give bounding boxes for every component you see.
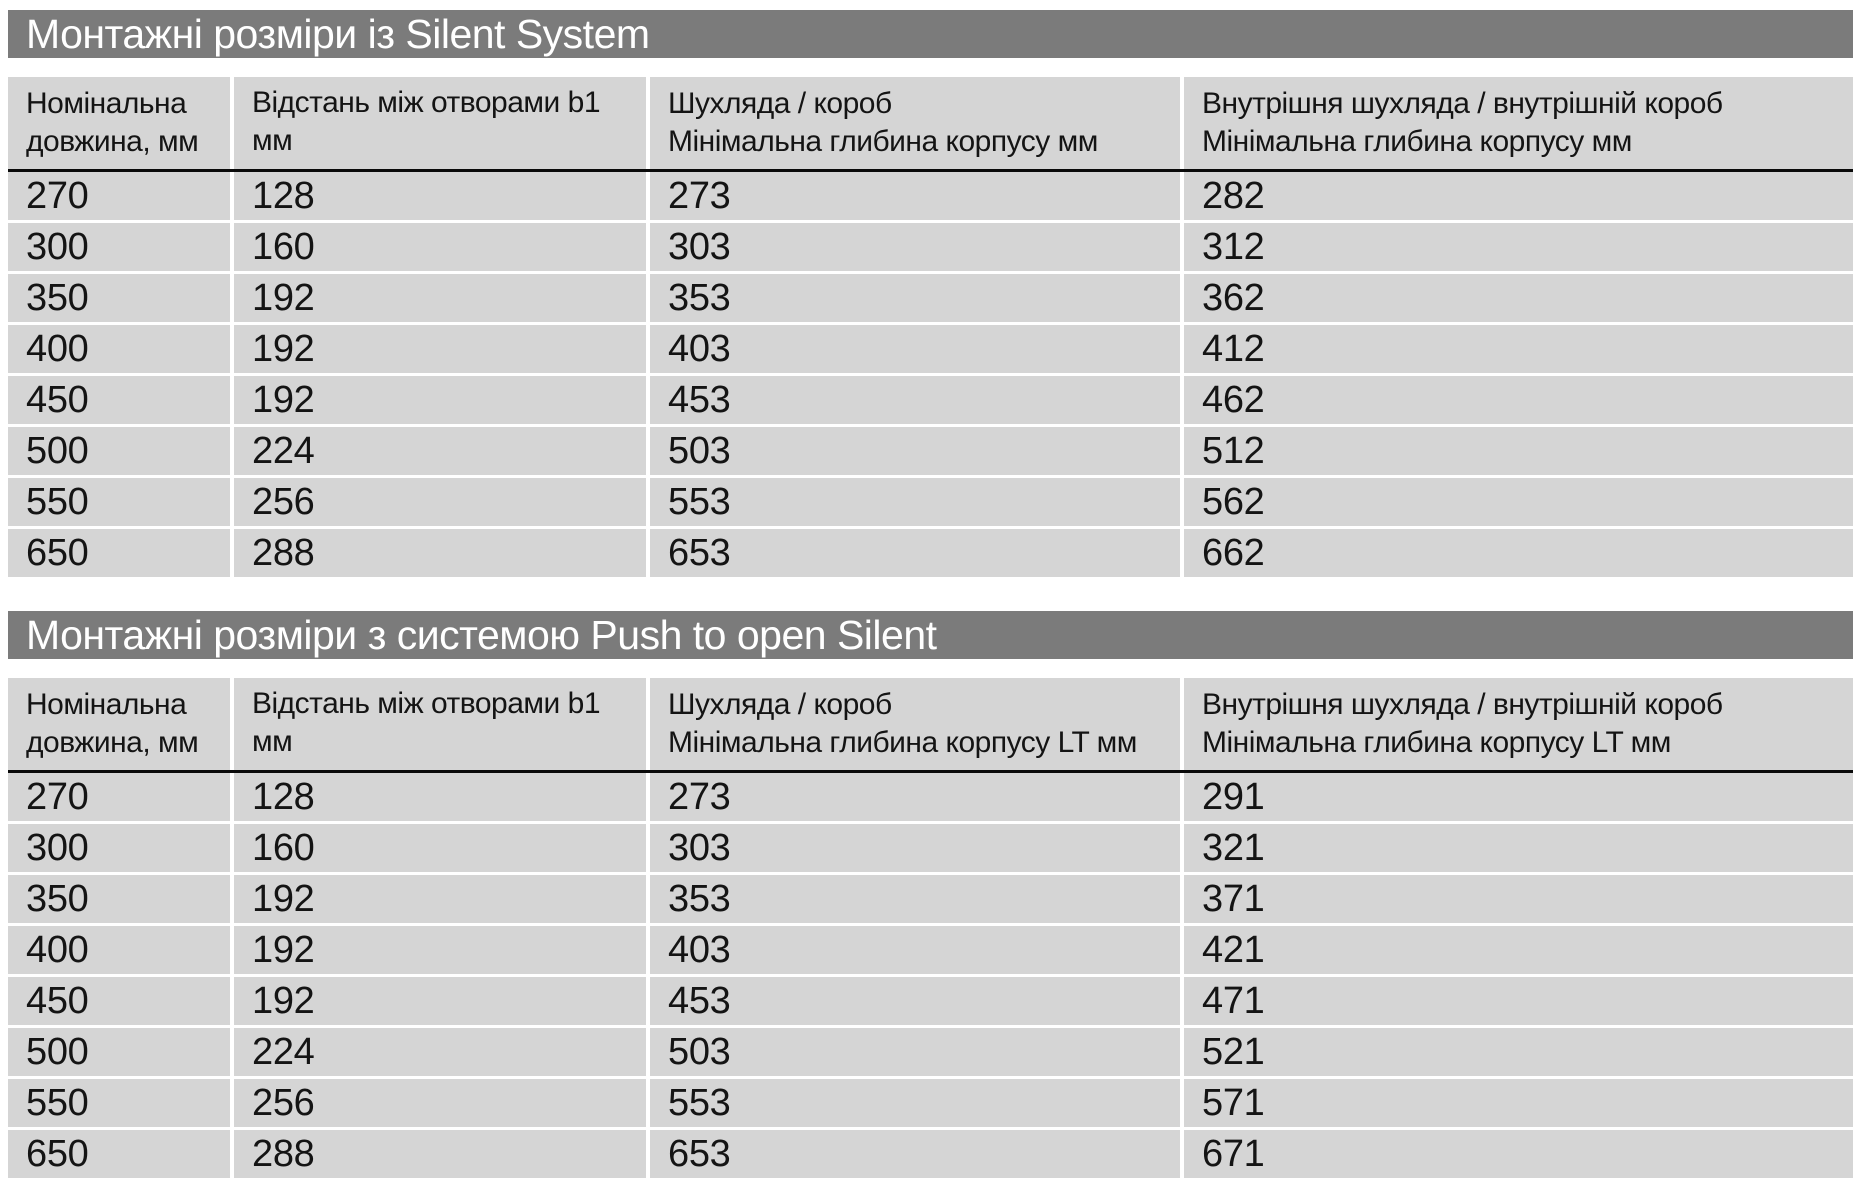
table-row bbox=[8, 478, 1853, 526]
table-cell: 273 bbox=[650, 773, 1180, 821]
table-cell: 371 bbox=[1184, 875, 1853, 923]
header-cell-drawer-depth bbox=[650, 77, 1180, 169]
table-cell: 671 bbox=[1184, 1130, 1853, 1178]
table-cell: 353 bbox=[650, 875, 1180, 923]
table-cell: 350 bbox=[8, 274, 230, 322]
header-cell-nominal-length bbox=[8, 77, 230, 169]
header-line: Мінімальна глибина корпусу LT мм bbox=[668, 726, 1137, 759]
table-cell: 453 bbox=[650, 376, 1180, 424]
table-cell: 471 bbox=[1184, 977, 1853, 1025]
table-cell: 450 bbox=[8, 977, 230, 1025]
table-row bbox=[8, 172, 1853, 220]
table-cell: 192 bbox=[234, 926, 646, 974]
table-cell: 453 bbox=[650, 977, 1180, 1025]
table-cell: 160 bbox=[234, 824, 646, 872]
table-row bbox=[8, 1130, 1853, 1178]
header-cell-hole-distance bbox=[234, 678, 646, 770]
table-cell: 553 bbox=[650, 1079, 1180, 1127]
table-row bbox=[8, 376, 1853, 424]
header-line: Номінальна bbox=[26, 87, 187, 120]
header-line: Мінімальна глибина корпусу мм bbox=[668, 125, 1098, 158]
table-cell: 128 bbox=[234, 773, 646, 821]
header-cell-hole-distance bbox=[234, 77, 646, 169]
table-cell: 653 bbox=[650, 529, 1180, 577]
table-cell: 270 bbox=[8, 773, 230, 821]
push-to-open-table bbox=[8, 678, 1853, 1178]
table-row bbox=[8, 529, 1853, 577]
table-cell: 500 bbox=[8, 1028, 230, 1076]
header-cell-drawer-depth bbox=[650, 678, 1180, 770]
table-row bbox=[8, 427, 1853, 475]
header-line: мм bbox=[252, 124, 293, 157]
table-row bbox=[8, 1028, 1853, 1076]
table-cell: 192 bbox=[234, 274, 646, 322]
table-row bbox=[8, 926, 1853, 974]
table-cell: 303 bbox=[650, 223, 1180, 271]
table-cell: 503 bbox=[650, 427, 1180, 475]
table-cell: 300 bbox=[8, 223, 230, 271]
table-cell: 270 bbox=[8, 172, 230, 220]
table-cell: 521 bbox=[1184, 1028, 1853, 1076]
silent-system-table bbox=[8, 77, 1853, 577]
table-cell: 400 bbox=[8, 926, 230, 974]
table-cell: 291 bbox=[1184, 773, 1853, 821]
silent-system-section bbox=[8, 10, 1853, 577]
table-cell: 450 bbox=[8, 376, 230, 424]
table-cell: 192 bbox=[234, 376, 646, 424]
table-cell: 512 bbox=[1184, 427, 1853, 475]
header-cell-inner-drawer-depth bbox=[1184, 77, 1853, 169]
table-cell: 662 bbox=[1184, 529, 1853, 577]
table-cell: 288 bbox=[234, 1130, 646, 1178]
table-cell: 353 bbox=[650, 274, 1180, 322]
table-cell: 350 bbox=[8, 875, 230, 923]
table-cell: 300 bbox=[8, 824, 230, 872]
header-line: Номінальна bbox=[26, 688, 187, 721]
table-row bbox=[8, 1079, 1853, 1127]
table-cell: 192 bbox=[234, 325, 646, 373]
push-to-open-silent-section bbox=[8, 611, 1853, 1178]
table-header-row bbox=[8, 678, 1853, 770]
table-cell: 160 bbox=[234, 223, 646, 271]
table-row bbox=[8, 223, 1853, 271]
header-line: Мінімальна глибина корпусу LT мм bbox=[1202, 726, 1671, 759]
table-cell: 462 bbox=[1184, 376, 1853, 424]
table-cell: 256 bbox=[234, 1079, 646, 1127]
header-line: Внутрішня шухляда / внутрішній короб bbox=[1202, 87, 1723, 120]
table-cell: 400 bbox=[8, 325, 230, 373]
table-row bbox=[8, 875, 1853, 923]
table-cell: 192 bbox=[234, 875, 646, 923]
table-cell: 192 bbox=[234, 977, 646, 1025]
table-cell: 650 bbox=[8, 529, 230, 577]
header-line: Внутрішня шухляда / внутрішній короб bbox=[1202, 688, 1723, 721]
section-title-bar bbox=[8, 611, 1853, 659]
header-line: Шухляда / короб bbox=[668, 87, 892, 120]
table-row bbox=[8, 325, 1853, 373]
table-cell: 288 bbox=[234, 529, 646, 577]
table-cell: 256 bbox=[234, 478, 646, 526]
table-cell: 503 bbox=[650, 1028, 1180, 1076]
table-row bbox=[8, 977, 1853, 1025]
table-cell: 550 bbox=[8, 478, 230, 526]
header-line: Відстань між отворами b1 bbox=[252, 86, 600, 119]
header-line: Мінімальна глибина корпусу мм bbox=[1202, 125, 1632, 158]
section-title: Монтажні розміри із Silent System bbox=[26, 10, 650, 57]
header-line: довжина, мм bbox=[26, 726, 199, 759]
table-row bbox=[8, 274, 1853, 322]
header-cell-nominal-length bbox=[8, 678, 230, 770]
table-cell: 550 bbox=[8, 1079, 230, 1127]
table-cell: 273 bbox=[650, 172, 1180, 220]
table-cell: 650 bbox=[8, 1130, 230, 1178]
table-cell: 303 bbox=[650, 824, 1180, 872]
section-title: Монтажні розміри з системою Push to open Silent bbox=[26, 611, 937, 658]
table-cell: 653 bbox=[650, 1130, 1180, 1178]
table-row bbox=[8, 773, 1853, 821]
section-title-bar bbox=[8, 10, 1853, 58]
table-cell: 403 bbox=[650, 325, 1180, 373]
table-cell: 312 bbox=[1184, 223, 1853, 271]
table-cell: 500 bbox=[8, 427, 230, 475]
table-cell: 412 bbox=[1184, 325, 1853, 373]
table-cell: 362 bbox=[1184, 274, 1853, 322]
table-header-row bbox=[8, 77, 1853, 169]
table-cell: 128 bbox=[234, 172, 646, 220]
table-cell: 224 bbox=[234, 1028, 646, 1076]
table-cell: 403 bbox=[650, 926, 1180, 974]
table-cell: 553 bbox=[650, 478, 1180, 526]
header-line: Відстань між отворами b1 bbox=[252, 687, 600, 720]
table-cell: 571 bbox=[1184, 1079, 1853, 1127]
table-row bbox=[8, 824, 1853, 872]
table-cell: 321 bbox=[1184, 824, 1853, 872]
table-cell: 421 bbox=[1184, 926, 1853, 974]
header-line: довжина, мм bbox=[26, 125, 199, 158]
table-cell: 282 bbox=[1184, 172, 1853, 220]
header-line: мм bbox=[252, 725, 293, 758]
header-line: Шухляда / короб bbox=[668, 688, 892, 721]
table-cell: 562 bbox=[1184, 478, 1853, 526]
table-cell: 224 bbox=[234, 427, 646, 475]
header-cell-inner-drawer-depth bbox=[1184, 678, 1853, 770]
